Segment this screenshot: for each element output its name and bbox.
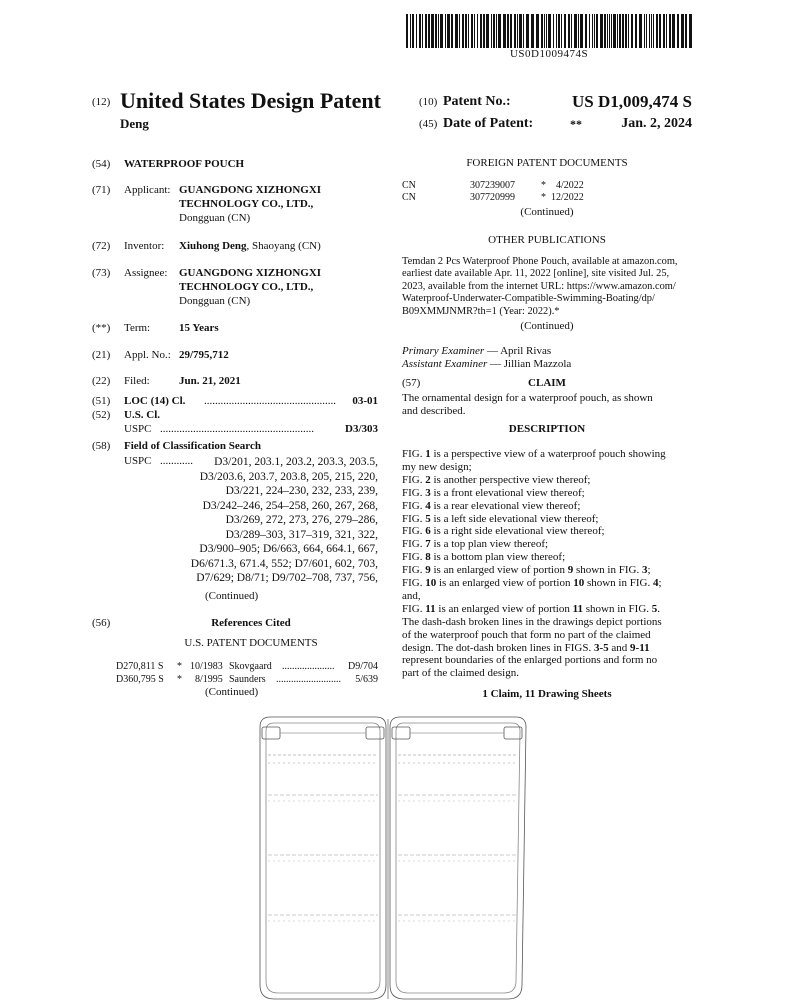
description-line: FIG. 1 is a perspective view of a waterproof pouch showing: [402, 448, 666, 460]
barcode-bar: [596, 14, 598, 48]
barcode-bar: [568, 14, 570, 48]
barcode-bar: [589, 14, 590, 48]
ref-class: D9/704: [348, 661, 378, 672]
description-title: DESCRIPTION: [508, 423, 586, 435]
left-pouch-clip-right: [366, 727, 384, 739]
description-line: design. The dot-dash broken lines in FIGS. 3-5 and 9-11: [402, 641, 650, 654]
barcode-bar: [594, 14, 595, 48]
ref-star: *: [177, 661, 182, 672]
foreign-date: 4/2022: [556, 180, 584, 191]
right-pouch-inner: [396, 723, 520, 993]
left-pouch-clip-left: [262, 727, 280, 739]
code-21: (21): [92, 349, 111, 361]
other-publication-line: Waterproof-Underwater-Compatible-Swimming-Boating/dp/: [402, 293, 655, 305]
barcode-bar: [477, 14, 478, 48]
assignee-line-1: GUANGDONG XIZHONGXI: [179, 267, 322, 279]
other-publications-text: [402, 256, 692, 318]
barcode-bar: [635, 14, 637, 48]
applicant-line-2: TECHNOLOGY CO., LTD.,: [179, 198, 314, 210]
barcode-bar: [651, 14, 652, 48]
pouch-drawing: [240, 715, 540, 1002]
barcode-bar: [672, 14, 675, 48]
barcode-bar: [519, 14, 522, 48]
assignee-line-3: Dongguan (CN): [179, 295, 251, 307]
us-patent-docs-title: U.S. PATENT DOCUMENTS: [184, 637, 318, 649]
claim-line: The ornamental design for a waterproof pouch, as shown: [402, 392, 653, 404]
code-12: (12): [92, 96, 111, 108]
barcode-bar: [471, 14, 473, 48]
filed-label: Filed:: [124, 375, 150, 387]
foreign-date: 12/2022: [551, 192, 584, 203]
other-publication-line: 2023, available from the internet URL: https://www.amazon.com/: [402, 280, 676, 292]
barcode-bar: [685, 14, 687, 48]
barcode-bar: [523, 14, 524, 48]
primary-examiner: [402, 345, 551, 358]
barcode: [406, 14, 692, 48]
inventor-surname: Deng: [120, 116, 149, 131]
description-line: part of the claimed design.: [402, 667, 519, 680]
barcode-bar: [412, 14, 414, 48]
barcode-bar: [669, 14, 671, 48]
barcode-bar: [483, 14, 485, 48]
barcode-bar: [561, 14, 562, 48]
appl-no-label: Appl. No.:: [124, 349, 171, 361]
foreign-docs-title: FOREIGN PATENT DOCUMENTS: [466, 157, 628, 169]
ref-num: D270,811 S: [116, 661, 164, 672]
barcode-bar: [689, 14, 692, 48]
code-52: (52): [92, 409, 111, 421]
description-line: and,: [402, 589, 421, 602]
barcode-bar: [681, 14, 684, 48]
references-continued: (Continued): [205, 686, 259, 698]
barcode-bar: [480, 14, 482, 48]
barcode-bar: [553, 14, 554, 48]
foreign-country: CN: [402, 192, 416, 203]
ref-date: 8/1995: [195, 674, 223, 685]
barcode-bar: [663, 14, 665, 48]
barcode-bar: [498, 14, 501, 48]
description-line: FIG. 8 is a bottom plan view thereof;: [402, 551, 566, 564]
field-search-line: D6/671.3, 671.4, 552; D7/601, 602, 703,: [190, 557, 378, 570]
barcode-bar: [646, 14, 647, 48]
ref-num: D360,795 S: [116, 674, 164, 685]
barcode-bar: [431, 14, 434, 48]
term-label: Term:: [124, 322, 151, 334]
code-51: (51): [92, 395, 111, 407]
barcode-bar: [548, 14, 551, 48]
barcode-bar: [585, 14, 587, 48]
barcode-bar: [541, 14, 543, 48]
code-58: (58): [92, 440, 111, 452]
invention-title: WATERPROOF POUCH: [124, 158, 245, 170]
field-search-line: D3/242–246, 254–258, 260, 267, 268,: [202, 499, 378, 512]
description-line: FIG. 5 is a left side elevational view thereof;: [402, 512, 599, 525]
barcode-bar: [656, 14, 658, 48]
ref-dots: ..........................: [276, 674, 341, 685]
right-pouch-clip-left: [392, 727, 410, 739]
foreign-star: *: [541, 192, 546, 203]
date-of-patent-label: Date of Patent:: [443, 116, 534, 131]
barcode-bar: [625, 14, 627, 48]
barcode-bar: [631, 14, 633, 48]
field-search-uspc: USPC: [124, 455, 152, 467]
barcode-bar: [619, 14, 621, 48]
barcode-bar: [653, 14, 654, 48]
barcode-bar: [416, 14, 417, 48]
barcode-bar: [422, 14, 423, 48]
description-line: The dash-dash broken lines in the drawings depict portions: [402, 615, 662, 628]
description-line: FIG. 2 is another perspective view thereof;: [402, 473, 591, 486]
assistant-examiner-label: Assistant Examiner: [402, 358, 488, 370]
description-line: of the waterproof pouch that form no part of the claimed: [402, 628, 651, 641]
barcode-bar: [546, 14, 547, 48]
ref-date: 10/1983: [190, 661, 223, 672]
inventor-place: , Shaoyang (CN): [246, 240, 321, 252]
barcode-bar: [666, 14, 667, 48]
barcode-bar: [564, 14, 566, 48]
barcode-bar: [659, 14, 661, 48]
field-search-line: D3/900–905; D6/663, 664, 664.1, 667,: [199, 543, 378, 555]
barcode-bar: [607, 14, 608, 48]
code-71: (71): [92, 184, 111, 196]
description-line: FIG. 11 is an enlarged view of portion 11 shown in FIG. 5.: [402, 602, 661, 615]
field-search-line: D3/289–303, 317–319, 321, 322,: [225, 528, 378, 541]
barcode-bar: [639, 14, 642, 48]
code-term: (**): [92, 322, 111, 334]
field-search-lines: [150, 455, 378, 586]
barcode-bar: [507, 14, 509, 48]
applicant-label: Applicant:: [124, 184, 171, 196]
field-search-line: D7/629; D8/71; D9/702–708, 737, 756,: [196, 572, 378, 584]
code-56: (56): [92, 617, 111, 629]
description-text: [402, 448, 694, 688]
barcode-bar: [474, 14, 475, 48]
ref-star: *: [177, 674, 182, 685]
barcode-bar: [468, 14, 469, 48]
barcode-bar: [580, 14, 583, 48]
assistant-examiner-name: — Jillian Mazzola: [487, 358, 572, 370]
other-publication-line: B09XMMJNMR?th=1 (Year: 2022).*: [402, 305, 560, 317]
applicant-line-1: GUANGDONG XIZHONGXI: [179, 184, 322, 196]
code-73: (73): [92, 267, 111, 279]
other-publications-title: OTHER PUBLICATIONS: [488, 234, 606, 246]
barcode-bar: [574, 14, 577, 48]
description-line: FIG. 6 is a right side elevational view thereof;: [402, 525, 605, 538]
foreign-country: CN: [402, 180, 416, 191]
barcode-bar: [622, 14, 624, 48]
barcode-bar: [536, 14, 539, 48]
barcode-bar: [496, 14, 497, 48]
right-pouch-outline: [390, 717, 526, 999]
document-title: United States Design Patent: [120, 88, 381, 113]
barcode-bar: [440, 14, 443, 48]
foreign-num: 307720999: [470, 192, 515, 203]
barcode-bar: [514, 14, 516, 48]
left-pouch-outline: [260, 717, 386, 999]
code-72: (72): [92, 240, 111, 252]
barcode-bar: [600, 14, 603, 48]
barcode-bar: [617, 14, 618, 48]
field-search-line: D3/203.6, 203.7, 203.8, 205, 215, 220,: [199, 470, 378, 483]
description-line: FIG. 7 is a top plan view thereof;: [402, 538, 549, 551]
barcode-bar: [435, 14, 437, 48]
code-54: (54): [92, 158, 111, 170]
barcode-bar: [526, 14, 529, 48]
barcode-bar: [613, 14, 616, 48]
barcode-bar: [406, 14, 408, 48]
barcode-bar: [609, 14, 610, 48]
barcode-bar: [465, 14, 467, 48]
barcode-bar: [578, 14, 579, 48]
barcode-bar: [447, 14, 450, 48]
date-of-patent: Jan. 2, 2024: [621, 116, 692, 131]
barcode-bar: [459, 14, 460, 48]
us-cl-label: U.S. Cl.: [124, 409, 161, 421]
barcode-bar: [438, 14, 439, 48]
code-10: (10): [419, 96, 438, 108]
field-search-label: Field of Classification Search: [124, 440, 261, 452]
barcode-bar: [558, 14, 560, 48]
barcode-bar: [451, 14, 453, 48]
description-line: FIG. 3 is a front elevational view thereof;: [402, 486, 585, 499]
primary-examiner-label: Primary Examiner: [402, 345, 485, 357]
field-search-line: D3/221, 224–230, 232, 233, 239,: [225, 485, 378, 497]
barcode-bar: [677, 14, 679, 48]
uspc-label: USPC: [124, 423, 152, 435]
ref-class: 5/639: [355, 674, 378, 685]
barcode-bar: [556, 14, 557, 48]
code-45: (45): [419, 118, 438, 130]
code-22: (22): [92, 375, 111, 387]
inventor-name: Xiuhong Deng: [179, 240, 247, 252]
barcode-bar: [410, 14, 411, 48]
loc-dots: ................................................: [204, 395, 336, 407]
barcode-bar: [428, 14, 430, 48]
barcode-bar: [644, 14, 645, 48]
barcode-bar: [503, 14, 506, 48]
barcode-bar: [491, 14, 492, 48]
term-value: 15 Years: [179, 322, 219, 334]
patent-no-label: Patent No.:: [443, 94, 511, 109]
date-stars: **: [570, 117, 582, 131]
barcode-bar: [544, 14, 545, 48]
right-pouch-clip-right: [504, 727, 522, 739]
barcode-bar: [604, 14, 606, 48]
ref-dots: .....................: [282, 661, 335, 672]
other-publications-continued: (Continued): [520, 320, 574, 332]
description-line: my new design;: [402, 460, 472, 473]
claim-line: and described.: [402, 405, 466, 417]
barcode-bar: [425, 14, 427, 48]
other-publication-line: earliest date available Apr. 11, 2022 [online], site visited Jul. 25,: [402, 268, 670, 280]
appl-no-value: 29/795,712: [179, 349, 229, 361]
applicant-line-3: Dongguan (CN): [179, 212, 251, 224]
patent-number: US D1,009,474 S: [572, 92, 692, 111]
field-search-line: D3/269, 272, 273, 276, 279–286,: [225, 514, 378, 526]
barcode-bar: [493, 14, 495, 48]
field-search-line: D3/201, 203.1, 203.2, 203.3, 203.5,: [214, 456, 378, 468]
barcode-bar: [445, 14, 446, 48]
barcode-bar: [419, 14, 421, 48]
barcode-bar: [462, 14, 464, 48]
foreign-num: 307239007: [470, 180, 515, 191]
claim-text: [402, 392, 692, 418]
uspc-dots: ........................................................: [160, 423, 314, 435]
barcode-bar: [455, 14, 458, 48]
filed-value: Jun. 21, 2021: [179, 375, 241, 387]
code-57: (57): [402, 377, 421, 389]
barcode-bar: [628, 14, 629, 48]
description-footer: 1 Claim, 11 Drawing Sheets: [482, 688, 612, 700]
assistant-examiner: [402, 358, 571, 371]
barcode-number: US0D1009474S: [509, 48, 589, 60]
ref-name: Skovgaard: [229, 661, 272, 672]
field-search-continued: (Continued): [205, 590, 259, 602]
ref-name: Saunders: [229, 674, 266, 685]
barcode-bar: [531, 14, 534, 48]
description-line: FIG. 10 is an enlarged view of portion 10 shown in FIG. 4;: [402, 577, 662, 589]
description-line: represent boundaries of the enlarged portions and form no: [402, 654, 658, 667]
left-pouch-inner: [266, 723, 380, 993]
loc-value: 03-01: [352, 395, 378, 407]
uspc-value: D3/303: [345, 423, 378, 435]
primary-examiner-name: — April Rivas: [484, 345, 552, 357]
other-publication-line: Temdan 2 Pcs Waterproof Phone Pouch, available at amazon.com,: [402, 256, 678, 267]
barcode-bar: [592, 14, 593, 48]
assignee-label: Assignee:: [124, 267, 168, 279]
foreign-continued: (Continued): [520, 206, 574, 218]
barcode-bar: [649, 14, 650, 48]
field-search-dots: ............: [160, 455, 193, 467]
loc-label: LOC (14) Cl.: [124, 395, 186, 407]
inventor-label: Inventor:: [124, 240, 165, 252]
references-title: References Cited: [211, 617, 291, 629]
barcode-bar: [510, 14, 512, 48]
foreign-star: *: [541, 180, 546, 191]
barcode-bar: [571, 14, 572, 48]
description-line: FIG. 9 is an enlarged view of portion 9 shown in FIG. 3;: [402, 564, 651, 577]
barcode-bar: [486, 14, 489, 48]
barcode-bar: [517, 14, 518, 48]
assignee-line-2: TECHNOLOGY CO., LTD.,: [179, 281, 314, 293]
claim-title: CLAIM: [528, 377, 566, 389]
inventor-value: [179, 240, 321, 253]
description-line: FIG. 4 is a rear elevational view thereof;: [402, 499, 581, 512]
barcode-bar: [611, 14, 612, 48]
